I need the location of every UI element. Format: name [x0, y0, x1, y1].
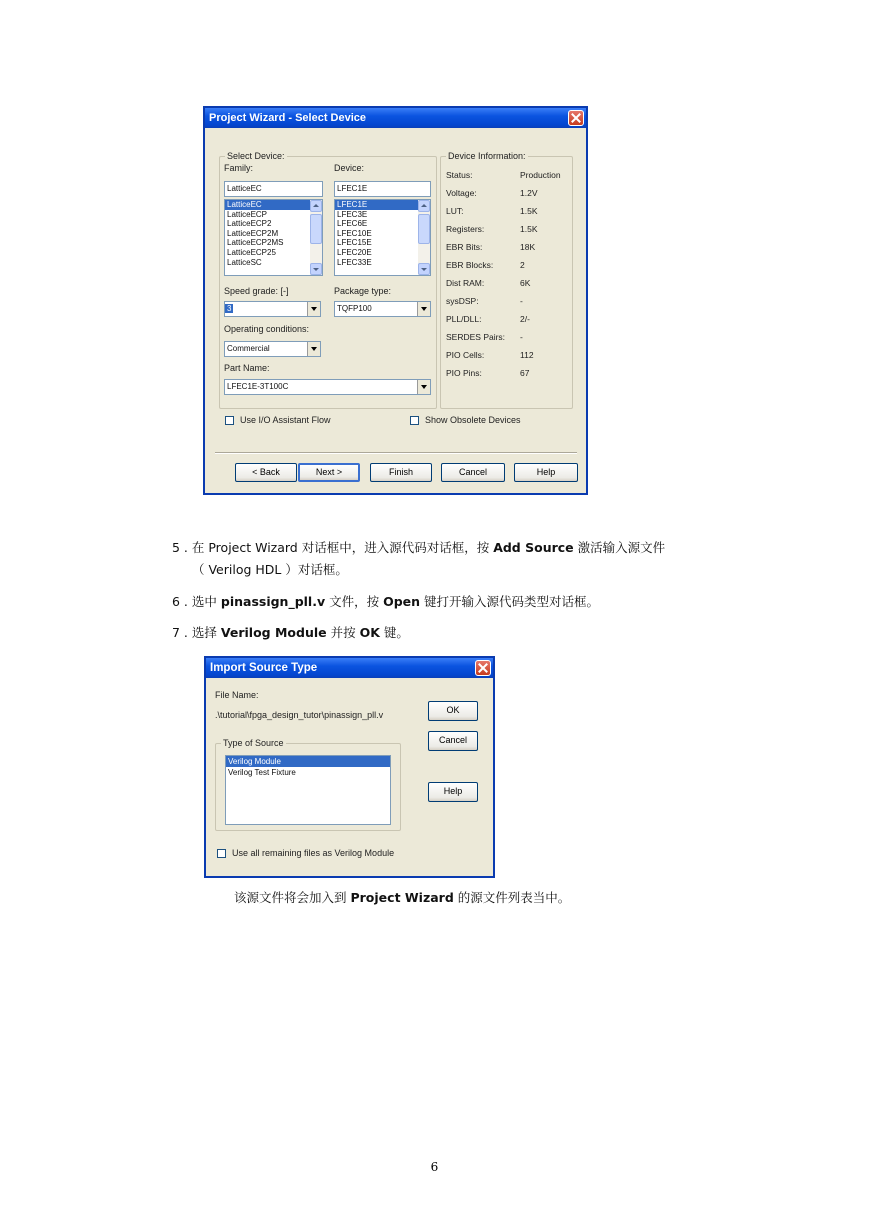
- family-list-item[interactable]: LatticeECP25: [227, 247, 276, 257]
- source-type-list[interactable]: [225, 755, 391, 825]
- family-list-item[interactable]: LatticeECP2: [227, 219, 272, 229]
- step-5-line-2: [192, 562, 348, 578]
- type-of-source-title: Type of Source: [223, 738, 284, 748]
- part-name-select[interactable]: [224, 379, 431, 395]
- step-6-text-a: 选中: [191, 594, 221, 609]
- info-key: sysDSP:: [446, 296, 479, 306]
- chevron-down-icon[interactable]: [417, 380, 430, 394]
- use-all-remaining-checkbox[interactable]: [217, 849, 226, 858]
- operating-conditions-label: Operating conditions:: [224, 324, 310, 334]
- project-wizard-titlebar[interactable]: [205, 108, 586, 128]
- operating-conditions-select[interactable]: [224, 341, 321, 357]
- info-key: EBR Bits:: [446, 242, 483, 252]
- info-value: 6K: [520, 278, 531, 288]
- info-value: 67: [520, 368, 530, 378]
- next-button[interactable]: Next >: [298, 463, 360, 482]
- step-6-text-d: Open: [383, 594, 421, 609]
- family-list-item[interactable]: LatticeEC: [225, 200, 322, 210]
- show-obsolete-checkbox[interactable]: [410, 416, 419, 425]
- device-list-item[interactable]: LFEC3E: [337, 209, 368, 219]
- info-key: Voltage:: [446, 188, 477, 198]
- project-wizard-title: Project Wizard - Select Device: [209, 112, 367, 124]
- cancel-button[interactable]: Cancel: [428, 731, 478, 751]
- speed-grade-value: 3: [227, 304, 232, 313]
- help-button[interactable]: Help: [428, 782, 478, 802]
- step-5-text-b: Add Source: [493, 540, 574, 555]
- use-io-assistant-label: Use I/O Assistant Flow: [240, 415, 331, 425]
- info-key: LUT:: [446, 206, 464, 216]
- step-7-number: 7 .: [172, 625, 188, 640]
- close-icon[interactable]: [568, 110, 584, 126]
- chevron-down-icon[interactable]: [417, 302, 430, 316]
- device-list-item[interactable]: LFEC10E: [337, 228, 372, 238]
- chevron-down-icon[interactable]: [307, 342, 320, 356]
- part-name-label: Part Name:: [224, 363, 270, 373]
- select-device-group-title: Select Device:: [227, 151, 285, 161]
- package-type-value: TQFP100: [337, 304, 372, 313]
- step-6-text-b: pinassign_pll.v: [220, 594, 326, 609]
- chevron-down-icon[interactable]: [307, 302, 320, 316]
- step-7-text-b: Verilog Module: [220, 625, 327, 640]
- info-value: Production: [520, 170, 561, 180]
- back-button[interactable]: < Back: [235, 463, 297, 482]
- source-type-item[interactable]: Verilog Module: [226, 756, 390, 767]
- info-key: Status:: [446, 170, 473, 180]
- step-7-text-d: OK: [359, 625, 380, 640]
- use-io-assistant-checkbox[interactable]: [225, 416, 234, 425]
- step-5-line-1: [172, 540, 665, 556]
- scroll-up-icon[interactable]: [418, 200, 430, 212]
- help-button[interactable]: Help: [514, 463, 578, 482]
- step-7-text-e: 键。: [379, 625, 409, 640]
- step-6-text-e: 键打开输入源代码类型对话框。: [420, 594, 600, 609]
- page-number: 6: [430, 1160, 439, 1174]
- cancel-button[interactable]: Cancel: [441, 463, 505, 482]
- info-value: 1.5K: [520, 224, 538, 234]
- device-list-item[interactable]: LFEC6E: [337, 219, 368, 229]
- info-key: SERDES Pairs:: [446, 332, 506, 342]
- family-list-item[interactable]: LatticeECP: [227, 209, 268, 219]
- info-key: PIO Pins:: [446, 368, 482, 378]
- step-7: [172, 625, 409, 641]
- device-info-group: [440, 151, 573, 409]
- project-wizard-dialog: [203, 106, 588, 495]
- scroll-down-icon[interactable]: [310, 263, 322, 275]
- info-key: PLL/DLL:: [446, 314, 482, 324]
- device-list[interactable]: [334, 199, 431, 276]
- ok-button[interactable]: OK: [428, 701, 478, 721]
- step-6: [172, 594, 599, 610]
- package-type-select[interactable]: [334, 301, 431, 317]
- device-list-scrollbar[interactable]: [418, 200, 430, 275]
- device-label: Device:: [334, 163, 365, 173]
- step-5-text-line2: （ Verilog HDL ）对话框。: [192, 562, 348, 577]
- step-7-text-a: 选择: [191, 625, 221, 640]
- scroll-thumb[interactable]: [310, 214, 322, 244]
- info-key: Dist RAM:: [446, 278, 485, 288]
- family-input[interactable]: LatticeEC: [224, 181, 323, 197]
- step-5-text-c: 激活输入源文件: [573, 540, 666, 555]
- show-obsolete-label: Show Obsolete Devices: [425, 415, 521, 425]
- info-value: 18K: [520, 242, 536, 252]
- close-icon[interactable]: [475, 660, 491, 676]
- speed-grade-label: Speed grade: [-]: [224, 286, 289, 296]
- info-value: 1.2V: [520, 188, 538, 198]
- info-value: 1.5K: [520, 206, 538, 216]
- import-source-titlebar[interactable]: [206, 658, 493, 678]
- footer-note: [234, 890, 570, 906]
- import-source-dialog: [204, 656, 495, 878]
- source-type-item[interactable]: Verilog Test Fixture: [228, 768, 296, 777]
- info-value: 2: [520, 260, 525, 270]
- family-list[interactable]: [224, 199, 323, 276]
- package-type-label: Package type:: [334, 286, 392, 296]
- device-info-group-title: Device Information:: [448, 151, 526, 161]
- scroll-down-icon[interactable]: [418, 263, 430, 275]
- info-key: PIO Cells:: [446, 350, 485, 360]
- step-6-number: 6 .: [172, 594, 188, 609]
- file-name-label: File Name:: [215, 690, 259, 700]
- scroll-thumb[interactable]: [418, 214, 430, 244]
- info-value: -: [520, 296, 523, 306]
- footer-note-b: Project Wizard: [350, 890, 454, 905]
- step-6-text-c: 文件，按: [325, 594, 384, 609]
- file-path-value: .\tutorial\fpga_design_tutor\pinassign_pll.v: [215, 710, 384, 720]
- info-value: 112: [520, 350, 534, 360]
- part-name-value: LFEC1E-3T100C: [227, 382, 289, 391]
- device-list-item[interactable]: LFEC20E: [337, 247, 372, 257]
- operating-conditions-value: Commercial: [227, 344, 270, 353]
- family-list-item[interactable]: LatticeSC: [227, 257, 262, 267]
- info-key: Registers:: [446, 224, 485, 234]
- step-5-number: 5 .: [172, 540, 188, 555]
- info-key: EBR Blocks:: [446, 260, 494, 270]
- use-all-remaining-label: Use all remaining files as Verilog Module: [232, 848, 395, 858]
- footer-note-c: 的源文件列表当中。: [453, 890, 571, 905]
- device-list-item[interactable]: LFEC15E: [337, 238, 372, 248]
- speed-grade-select[interactable]: [224, 301, 321, 317]
- step-7-text-c: 并按: [326, 625, 360, 640]
- scroll-up-icon[interactable]: [310, 200, 322, 212]
- family-list-item[interactable]: LatticeECP2M: [227, 228, 279, 238]
- device-list-item[interactable]: LFEC33E: [337, 257, 372, 267]
- family-list-item[interactable]: LatticeECP2MS: [227, 238, 284, 248]
- device-input[interactable]: LFEC1E: [334, 181, 431, 197]
- step-5-text-a: 在 Project Wizard 对话框中，进入源代码对话框，按: [191, 540, 494, 555]
- info-value: -: [520, 332, 523, 342]
- button-separator: [215, 452, 577, 454]
- family-label: Family:: [224, 163, 253, 173]
- footer-note-a: 该源文件将会加入到: [234, 890, 351, 905]
- device-list-item[interactable]: LFEC1E: [335, 200, 430, 210]
- import-source-title: Import Source Type: [210, 662, 318, 674]
- finish-button[interactable]: Finish: [370, 463, 432, 482]
- info-value: 2/-: [520, 314, 530, 324]
- family-list-scrollbar[interactable]: [310, 200, 322, 275]
